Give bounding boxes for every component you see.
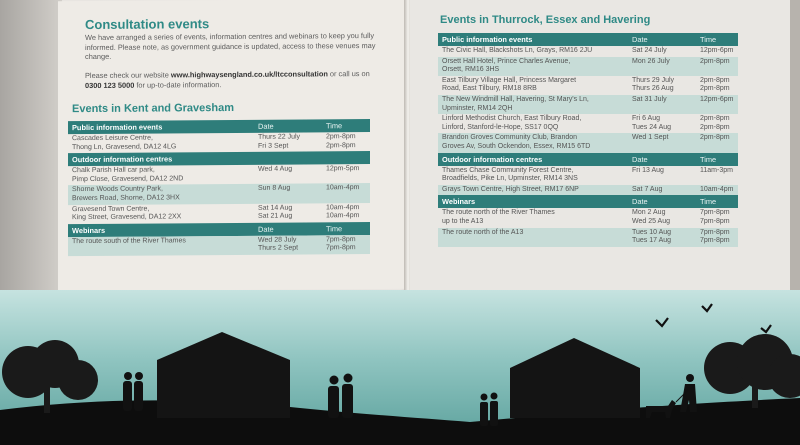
bird-2 bbox=[702, 304, 712, 311]
time-cell: 11am-3pm bbox=[700, 166, 733, 174]
section-header bbox=[438, 195, 738, 208]
thurrock-section-title: Events in Thurrock, Essex and Havering bbox=[440, 14, 651, 26]
event-row bbox=[438, 95, 738, 114]
event-row bbox=[438, 76, 738, 95]
section-header-label: Outdoor information centres bbox=[438, 153, 628, 166]
time-cell: 12pm-5pm bbox=[326, 165, 360, 173]
event-row bbox=[438, 46, 738, 57]
event-row bbox=[68, 132, 370, 153]
event-row bbox=[68, 183, 370, 204]
time-cell: 2pm-8pm bbox=[696, 57, 738, 76]
time-cell: 2pm-8pm 2pm-8pm bbox=[326, 133, 356, 149]
date-column-header: Date bbox=[628, 153, 696, 166]
tree-cluster-right bbox=[704, 334, 800, 408]
venue-cell: Linford Methodist Church, East Tilbury Road, Linford, Stanford-le-Hope, SS17 0QQ bbox=[442, 115, 582, 131]
time-cell: 2pm-8pm 2pm-8pm bbox=[700, 76, 730, 93]
section-header-label: Webinars bbox=[68, 223, 254, 237]
time-cell: 10am-4pm bbox=[696, 185, 738, 196]
time-column-header bbox=[322, 151, 370, 164]
booklet-edge-left bbox=[0, 0, 62, 290]
venue-cell: The route south of the River Thames bbox=[68, 236, 254, 256]
check-prefix: Please check our website bbox=[85, 70, 171, 81]
date-cell: Mon 26 July bbox=[628, 57, 696, 76]
ground-silhouette bbox=[0, 398, 800, 445]
venue-cell: Thames Chase Community Forest Centre, Broadfields, Pike Ln, Upminster, RM14 3NS bbox=[442, 166, 578, 183]
phone-number: 0300 123 5000 bbox=[85, 80, 135, 90]
birds bbox=[656, 304, 771, 332]
time-cell: 2pm-8pm 2pm-8pm bbox=[700, 115, 730, 131]
bird-3 bbox=[761, 325, 771, 332]
time-cell: 12pm-6pm bbox=[700, 47, 734, 54]
time-column-header: Time bbox=[322, 222, 370, 235]
kent-events-table bbox=[68, 119, 370, 256]
date-cell: Wed 1 Sept bbox=[628, 133, 696, 152]
venue-cell: Gravesend Town Centre, King Street, Gravesend, DA12 2XX bbox=[72, 205, 182, 222]
venue-cell: The New Windmill Hall, Havering, St Mary's Ln, Upminster, RM14 2QH bbox=[438, 95, 628, 114]
time-cell: 12pm-6pm bbox=[696, 95, 738, 114]
venue-cell: Chalk Parish Hall car park, Pimp Close, Gravesend, DA12 2ND bbox=[72, 166, 184, 183]
date-cell: Thurs 29 July Thurs 26 Aug bbox=[632, 76, 675, 93]
date-column-header: Date bbox=[254, 119, 322, 132]
silhouette-banner bbox=[0, 290, 800, 445]
section-header-label: Outdoor information centres bbox=[68, 152, 254, 166]
event-row bbox=[438, 57, 738, 76]
date-cell: Sat 31 July bbox=[628, 95, 696, 114]
time-column-header: Time bbox=[696, 33, 738, 46]
consultation-title: Consultation events bbox=[85, 16, 210, 33]
date-column-header: Date bbox=[628, 33, 696, 46]
time-cell: 2pm-8pm bbox=[696, 133, 738, 152]
date-cell: Sat 14 Aug Sat 21 Aug bbox=[258, 204, 293, 220]
intro-paragraph: We have arranged a series of events, information centres and webinars to keep you fully informed. Please note, as government guidance is updated, access to these venues may change. bbox=[85, 31, 376, 62]
event-row bbox=[438, 114, 738, 133]
time-column-header: Time bbox=[696, 195, 738, 208]
event-row bbox=[438, 208, 738, 227]
section-header bbox=[438, 153, 738, 166]
date-cell: Sat 7 Aug bbox=[628, 185, 696, 196]
event-row bbox=[438, 185, 738, 196]
date-column-header: Date bbox=[254, 222, 322, 235]
event-row bbox=[68, 164, 370, 185]
check-suffix: for up-to-date information. bbox=[134, 79, 222, 90]
venue-cell: The route north of the River Thames up to the A13 bbox=[442, 209, 555, 225]
venue-cell: East Tilbury Village Hall, Princess Margaret Road, East Tilbury, RM18 8RB bbox=[442, 76, 577, 93]
event-row bbox=[68, 235, 370, 256]
venue-cell: Cascades Leisure Centre, Thong Ln, Gravesend, DA12 4LG bbox=[72, 134, 177, 151]
people-pair-center bbox=[328, 374, 353, 419]
time-cell: 7pm-8pm 7pm-8pm bbox=[696, 228, 738, 247]
venue-cell: Brandon Groves Community Club, Brandon Groves Av, South Ockendon, Essex, RM15 6TD bbox=[438, 133, 628, 152]
time-cell: 10am-4pm 10am-4pm bbox=[326, 203, 360, 220]
time-column-header: Time bbox=[322, 119, 370, 132]
venue-cell: Grays Town Centre, High Street, RM17 6NP bbox=[438, 185, 628, 196]
website-link: www.highwaysengland.co.uk/ltcconsultation bbox=[170, 69, 328, 80]
kent-section-title: Events in Kent and Gravesham bbox=[72, 101, 234, 116]
house-left bbox=[157, 332, 290, 418]
time-cell: 7pm-8pm 7pm-8pm bbox=[322, 235, 370, 255]
date-cell: Sat 24 July bbox=[632, 47, 667, 54]
left-page bbox=[58, 0, 406, 290]
section-header-label: Public information events bbox=[68, 120, 254, 134]
date-cell: Wed 28 July Thurs 2 Sept bbox=[254, 235, 322, 255]
section-header-label: Webinars bbox=[438, 195, 628, 208]
bird-1 bbox=[656, 318, 668, 326]
event-row bbox=[68, 203, 370, 224]
event-row bbox=[438, 166, 738, 185]
check-website-paragraph bbox=[85, 69, 385, 90]
section-header-label: Public information events bbox=[438, 33, 628, 46]
check-mid: or call us on bbox=[327, 69, 370, 79]
time-column-header: Time bbox=[696, 153, 738, 166]
right-page bbox=[410, 0, 795, 290]
tree-cluster-left bbox=[2, 340, 98, 413]
event-row bbox=[438, 133, 738, 152]
section-header bbox=[438, 33, 738, 46]
date-column-header bbox=[254, 152, 322, 165]
date-cell: Tues 10 Aug Tues 17 Aug bbox=[628, 228, 696, 247]
date-column-header: Date bbox=[628, 195, 696, 208]
venue-cell: The Civic Hall, Blackshots Ln, Grays, RM16 2JU bbox=[442, 47, 593, 54]
event-row bbox=[438, 228, 738, 247]
date-cell: Fri 6 Aug Tues 24 Aug bbox=[632, 115, 672, 131]
venue-cell: Shorne Woods Country Park, Brewers Road, Shorne, DA12 3HX bbox=[68, 184, 254, 204]
time-cell: 10am-4pm bbox=[322, 183, 370, 203]
date-cell: Sun 8 Aug bbox=[254, 184, 322, 204]
date-cell: Fri 13 Aug bbox=[632, 166, 664, 174]
time-cell: 7pm-8pm 7pm-8pm bbox=[700, 209, 730, 225]
date-cell: Thurs 22 July Fri 3 Sept bbox=[258, 133, 301, 150]
silhouette-illustration bbox=[0, 290, 800, 445]
house-right bbox=[510, 338, 640, 418]
date-cell: Mon 2 Aug Wed 25 Aug bbox=[632, 209, 671, 225]
venue-cell: The route north of the A13 bbox=[438, 228, 628, 247]
thurrock-events-table bbox=[438, 33, 738, 247]
date-cell: Wed 4 Aug bbox=[258, 165, 293, 174]
booklet-edge-right bbox=[790, 0, 800, 290]
venue-cell: Orsett Hall Hotel, Prince Charles Avenue, Orsett, RM16 3HS bbox=[438, 57, 628, 76]
